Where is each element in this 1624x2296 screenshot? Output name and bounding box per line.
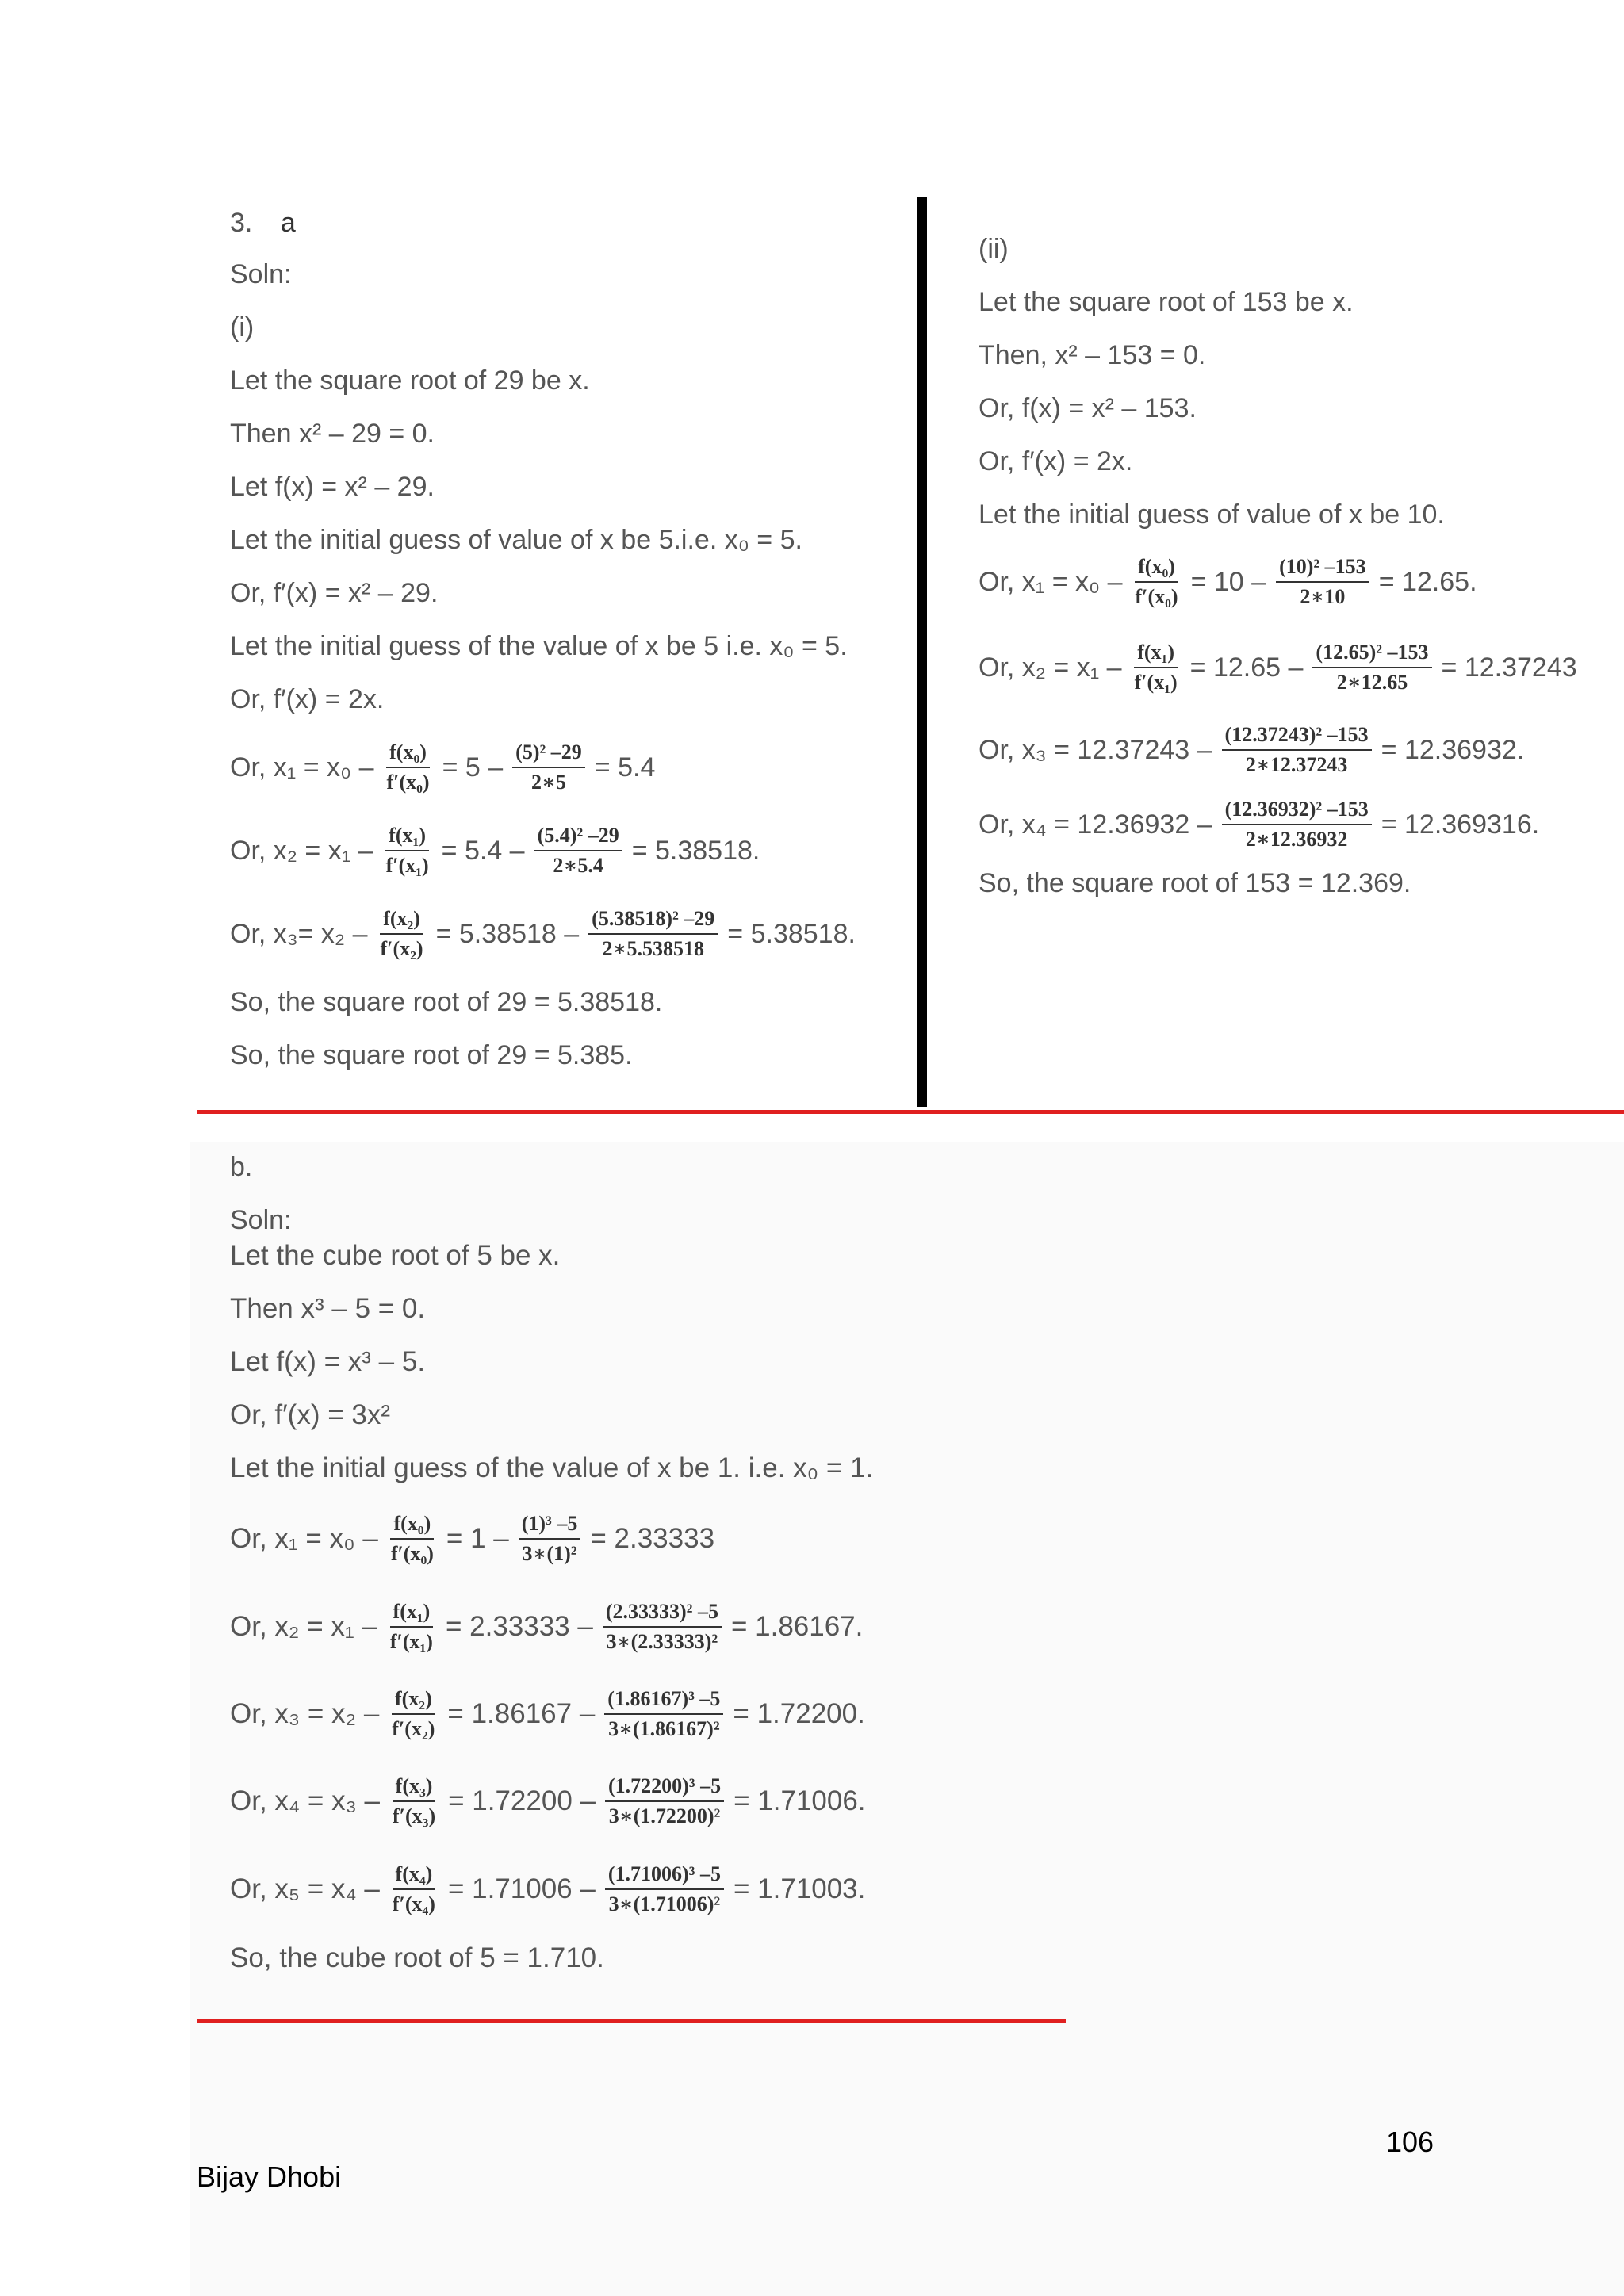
eq-mid: = 5.38518 – (435, 918, 580, 949)
frac-den: 2∗5.538518 (602, 937, 704, 960)
frac-num: f(x₁) (1134, 641, 1178, 668)
derivative-fraction (388, 1512, 437, 1566)
eq-lhs: Or, x₂ = x₁ – (230, 1611, 377, 1642)
frac-num: f(x₁) (385, 824, 429, 851)
frac-num: (5.4)² –29 (534, 824, 622, 851)
numeric-fraction (519, 1512, 581, 1566)
numeric-fraction (1276, 555, 1369, 609)
frac-den: 2∗5 (530, 771, 566, 794)
step-text: Let f(x) = x³ – 5. (230, 1346, 426, 1377)
conclusion-text: So, the square root of 29 = 5.385. (230, 1040, 633, 1070)
derivative-fraction (383, 824, 432, 878)
question-letter: a (280, 208, 296, 238)
eq-mid: = 10 – (1190, 566, 1267, 597)
frac-den: f′(x₀) (386, 771, 430, 794)
derivative-fraction (1132, 641, 1181, 695)
eq-lhs: Or, x₃ = 12.37243 – (979, 734, 1212, 765)
frac-num: f(x₄) (393, 1862, 436, 1890)
frac-num: f(x₀) (1135, 555, 1178, 583)
frac-den: f′(x₁) (385, 854, 429, 877)
iteration-equation (979, 786, 1539, 863)
frac-den: f′(x₁) (1134, 671, 1178, 694)
frac-num: (1)³ –5 (519, 1512, 581, 1540)
frac-num: (1.72200)³ –5 (605, 1774, 724, 1802)
numeric-fraction (512, 740, 585, 794)
eq-rhs: = 12.36932. (1381, 734, 1525, 765)
eq-rhs: = 1.71006. (733, 1785, 866, 1816)
eq-mid: = 1.72200 – (448, 1785, 596, 1816)
derivative-fraction (1132, 555, 1181, 609)
derivative-fraction (377, 907, 427, 961)
iteration-equation (230, 1763, 866, 1839)
derivative-fraction (389, 1774, 439, 1828)
numeric-fraction (1222, 798, 1372, 851)
numeric-fraction (603, 1600, 722, 1654)
frac-den: f′(x₁) (389, 1630, 433, 1653)
frac-den: 3∗(1)² (522, 1542, 577, 1565)
numeric-fraction (604, 1687, 723, 1741)
eq-rhs: = 12.65. (1378, 566, 1477, 597)
step-text: Let the initial guess of the value of x be 5 i.e. x₀ = 5. (230, 631, 848, 661)
eq-lhs: Or, x₂ = x₁ – (979, 652, 1122, 683)
numeric-fraction (1222, 723, 1372, 777)
iteration-equation (230, 1501, 714, 1577)
iteration-equation (230, 1589, 863, 1665)
eq-rhs: = 5.38518. (727, 918, 856, 949)
eq-mid: = 1.86167 – (447, 1698, 596, 1729)
iteration-equation (979, 629, 1577, 706)
frac-num: (12.37243)² –153 (1222, 723, 1372, 751)
derivative-fraction (383, 740, 432, 794)
frac-num: f(x₁) (390, 1600, 434, 1628)
frac-den: 3∗(1.71006)² (608, 1892, 721, 1915)
derivative-fraction (389, 1862, 439, 1916)
step-text: Let the cube root of 5 be x. (230, 1240, 561, 1271)
step-text: Let the square root of 153 be x. (979, 287, 1354, 317)
frac-den: 3∗(1.86167)² (608, 1717, 720, 1740)
step-text: Let the initial guess of value of x be 5.i.e. x₀ = 5. (230, 525, 802, 555)
frac-num: f(x₂) (392, 1687, 435, 1715)
soln-label-b: Soln: (230, 1205, 292, 1235)
step-text: Or, f′(x) = 3x² (230, 1399, 391, 1430)
iteration-equation (230, 813, 760, 889)
derivative-fraction (387, 1600, 436, 1654)
eq-lhs: Or, x₂ = x₁ – (230, 835, 373, 866)
part-ii-label: (ii) (979, 234, 1009, 264)
eq-rhs: = 5.4 (594, 752, 656, 783)
step-text: Then x³ – 5 = 0. (230, 1293, 426, 1324)
frac-num: (1.86167)³ –5 (604, 1687, 723, 1715)
frac-den: f′(x₄) (392, 1892, 435, 1915)
eq-rhs: = 1.86167. (730, 1611, 864, 1642)
step-text: Or, f′(x) = 2x. (230, 684, 385, 714)
author-name: Bijay Dhobi (197, 2160, 342, 2193)
derivative-fraction (389, 1687, 438, 1741)
eq-rhs: = 1.72200. (733, 1698, 865, 1729)
conclusion-text: So, the square root of 153 = 12.369. (979, 868, 1411, 898)
part-i-label: (i) (230, 312, 255, 342)
eq-lhs: Or, x₁ = x₀ – (230, 752, 374, 783)
step-text: Or, f(x) = x² – 153. (979, 393, 1197, 423)
step-text: Let the square root of 29 be x. (230, 365, 590, 396)
iteration-equation (230, 729, 655, 806)
frac-den: 3∗(2.33333)² (606, 1630, 718, 1653)
frac-num: (12.36932)² –153 (1222, 798, 1372, 825)
frac-den: 2∗12.65 (1336, 671, 1408, 694)
frac-den: 2∗10 (1300, 585, 1346, 608)
eq-lhs: Or, x₃= x₂ – (230, 918, 368, 949)
iteration-equation (979, 544, 1477, 620)
frac-den: f′(x₀) (390, 1542, 434, 1565)
eq-rhs: = 12.369316. (1381, 809, 1540, 840)
step-text: Or, f′(x) = 2x. (979, 446, 1133, 476)
question-number (230, 206, 296, 239)
numeric-fraction (534, 824, 622, 878)
frac-num: (5.38518)² –29 (588, 907, 718, 935)
eq-rhs: = 1.71003. (733, 1873, 866, 1904)
eq-lhs: Or, x₁ = x₀ – (230, 1523, 378, 1554)
part-b-label: b. (230, 1152, 253, 1182)
iteration-equation (230, 1676, 865, 1752)
numeric-fraction (605, 1862, 724, 1916)
eq-lhs: Or, x₁ = x₀ – (979, 566, 1123, 597)
section-divider (197, 1110, 1624, 1114)
frac-den: f′(x₃) (393, 1804, 436, 1827)
eq-rhs: = 5.38518. (631, 835, 760, 866)
frac-den: f′(x₂) (392, 1717, 435, 1740)
frac-num: f(x₀) (390, 1512, 434, 1540)
iteration-equation (230, 1851, 865, 1927)
eq-lhs: Or, x₃ = x₂ – (230, 1698, 380, 1729)
frac-den: 2∗12.37243 (1245, 753, 1348, 776)
step-text: Let the initial guess of the value of x be 1. i.e. x₀ = 1. (230, 1452, 874, 1483)
numeric-fraction (588, 907, 718, 961)
eq-mid: = 12.65 – (1189, 652, 1304, 683)
step-text: Let the initial guess of value of x be 10. (979, 499, 1445, 530)
frac-num: (5)² –29 (512, 740, 585, 768)
eq-mid: = 1.71006 – (447, 1873, 596, 1904)
eq-lhs: Or, x₄ = 12.36932 – (979, 809, 1212, 840)
section-divider (197, 2019, 1066, 2023)
eq-mid: = 5.4 – (441, 835, 525, 866)
question-number-text: 3. (230, 208, 253, 238)
column-divider (917, 197, 927, 1107)
frac-num: (12.65)² –153 (1312, 641, 1431, 668)
step-text: Let f(x) = x² – 29. (230, 472, 435, 502)
conclusion-text: So, the square root of 29 = 5.38518. (230, 987, 663, 1017)
frac-den: 3∗(1.72200)² (608, 1804, 721, 1827)
frac-num: f(x₀) (386, 740, 430, 768)
conclusion-text: So, the cube root of 5 = 1.710. (230, 1942, 604, 1973)
page-number: 106 (1386, 2126, 1434, 2158)
step-text: Then, x² – 153 = 0. (979, 340, 1206, 370)
frac-den: f′(x₀) (1135, 585, 1178, 608)
frac-den: 2∗5.4 (553, 854, 603, 877)
numeric-fraction (605, 1774, 724, 1828)
step-text: Then x² – 29 = 0. (230, 419, 435, 449)
frac-num: f(x₃) (393, 1774, 436, 1802)
eq-mid: = 5 – (442, 752, 504, 783)
eq-lhs: Or, x₅ = x₄ – (230, 1873, 380, 1904)
eq-rhs: = 12.37243 (1441, 652, 1577, 683)
frac-den: f′(x₂) (380, 937, 423, 960)
eq-lhs: Or, x₄ = x₃ – (230, 1785, 381, 1816)
frac-num: (1.71006)³ –5 (605, 1862, 724, 1890)
frac-num: (10)² –153 (1276, 555, 1369, 583)
step-text: Or, f′(x) = x² – 29. (230, 578, 439, 608)
iteration-equation (230, 896, 856, 972)
soln-label-a: Soln: (230, 259, 292, 289)
eq-mid: = 1 – (446, 1523, 509, 1554)
frac-den: 2∗12.36932 (1245, 828, 1348, 851)
frac-num: f(x₂) (380, 907, 423, 935)
eq-rhs: = 2.33333 (590, 1523, 715, 1554)
iteration-equation (979, 712, 1524, 788)
numeric-fraction (1312, 641, 1431, 695)
frac-num: (2.33333)² –5 (603, 1600, 722, 1628)
eq-mid: = 2.33333 – (445, 1611, 593, 1642)
